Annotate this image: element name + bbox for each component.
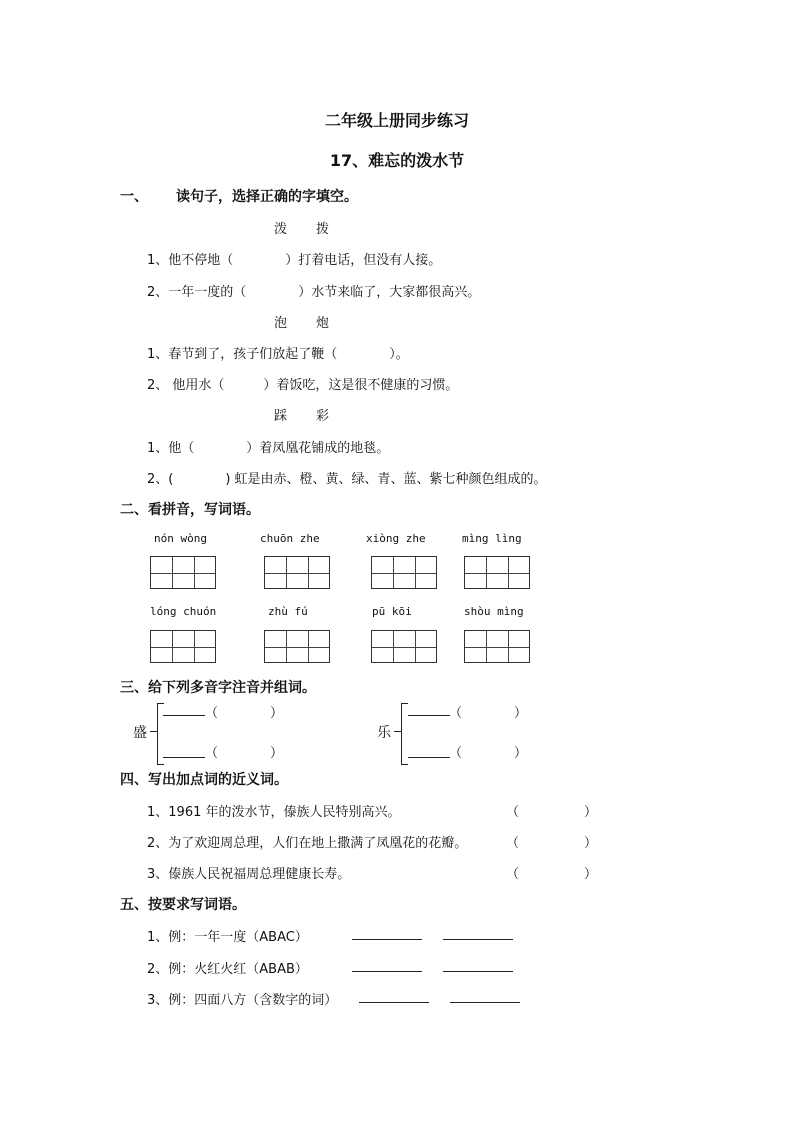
pinyin-label: chuōn zhe <box>260 532 320 545</box>
answer-blank[interactable] <box>443 939 513 940</box>
answer-blank[interactable] <box>352 971 422 972</box>
pinyin-label: pū kōi <box>372 605 412 618</box>
page-title: 二年级上册同步练习 <box>324 111 469 130</box>
section-2-heading: 二、看拼音，写词语。 <box>120 502 260 518</box>
choice-pair: 泼 拨 <box>274 222 331 237</box>
answer-blank[interactable] <box>163 715 205 716</box>
answer-blank[interactable] <box>443 971 513 972</box>
bracket <box>401 703 408 765</box>
polyphone-char: 乐 <box>377 725 391 741</box>
writing-grid[interactable] <box>264 556 330 589</box>
answer-blank[interactable] <box>450 1002 520 1003</box>
section-5-heading: 五、按要求写词语。 <box>120 897 246 913</box>
fill-sentence: 2、 他用水（ ）着饭吃，这是很不健康的习惯。 <box>147 378 459 393</box>
writing-grid[interactable] <box>150 556 216 589</box>
word-example: 3、例：四面八方（含数字的词） <box>147 993 338 1008</box>
pinyin-label: shòu mìng <box>464 605 524 618</box>
word-example: 2、例：火红火红（ABAB） <box>147 962 308 977</box>
pinyin-blank: （ ） <box>205 746 284 761</box>
fill-sentence: 1、他（ ）着凤凰花铺成的地毯。 <box>147 441 390 456</box>
answer-blank[interactable] <box>352 939 422 940</box>
section-3-heading: 三、给下列多音字注音并组词。 <box>120 680 316 696</box>
synonym-sentence: 3、傣族人民祝福周总理健康长寿。 <box>147 867 351 882</box>
pinyin-label: xiòng zhe <box>366 532 426 545</box>
pinyin-label: mìng lìng <box>462 532 522 545</box>
answer-blank[interactable] <box>408 715 450 716</box>
pinyin-blank: （ ） <box>449 746 528 761</box>
word-example: 1、例：一年一度（ABAC） <box>147 930 308 945</box>
writing-grid[interactable] <box>371 556 437 589</box>
synonym-answer: （ ） <box>506 836 598 851</box>
section-1-number: 一、 <box>120 189 148 205</box>
choice-pair: 泡 炮 <box>274 316 331 331</box>
writing-grid[interactable] <box>464 630 530 663</box>
choice-pair: 踩 彩 <box>274 409 331 424</box>
synonym-answer: （ ） <box>506 867 598 882</box>
pinyin-label: zhù fú <box>268 605 308 618</box>
lesson-title: 17、难忘的泼水节 <box>329 151 465 170</box>
writing-grid[interactable] <box>464 556 530 589</box>
answer-blank[interactable] <box>163 757 205 758</box>
writing-grid[interactable] <box>371 630 437 663</box>
pinyin-label: nón wòng <box>154 532 207 545</box>
pinyin-blank: （ ） <box>205 706 284 721</box>
pinyin-label: lóng chuón <box>150 605 217 618</box>
section-4-heading: 四、写出加点词的近义词。 <box>120 772 288 788</box>
writing-grid[interactable] <box>150 630 216 663</box>
fill-sentence: 1、春节到了，孩子们放起了鞭（ ）。 <box>147 347 409 362</box>
bracket <box>157 703 164 765</box>
fill-sentence: 2、( ) 虹是由赤、橙、黄、绿、青、蓝、紫七种颜色组成的。 <box>147 472 547 487</box>
polyphone-char: 盛 <box>133 725 147 741</box>
synonym-sentence: 1、1961 年的泼水节，傣族人民特别高兴。 <box>147 805 401 820</box>
pinyin-blank: （ ） <box>449 706 528 721</box>
fill-sentence: 2、一年一度的（ ）水节来临了，大家都很高兴。 <box>147 285 481 300</box>
section-1-heading: 读句子，选择正确的字填空。 <box>176 189 358 205</box>
fill-sentence: 1、他不停地（ ）打着电话，但没有人接。 <box>147 253 442 268</box>
synonym-sentence: 2、为了欢迎周总理，人们在地上撒满了凤凰花的花瓣。 <box>147 836 468 851</box>
answer-blank[interactable] <box>359 1002 429 1003</box>
synonym-answer: （ ） <box>506 805 598 820</box>
writing-grid[interactable] <box>264 630 330 663</box>
answer-blank[interactable] <box>408 757 450 758</box>
